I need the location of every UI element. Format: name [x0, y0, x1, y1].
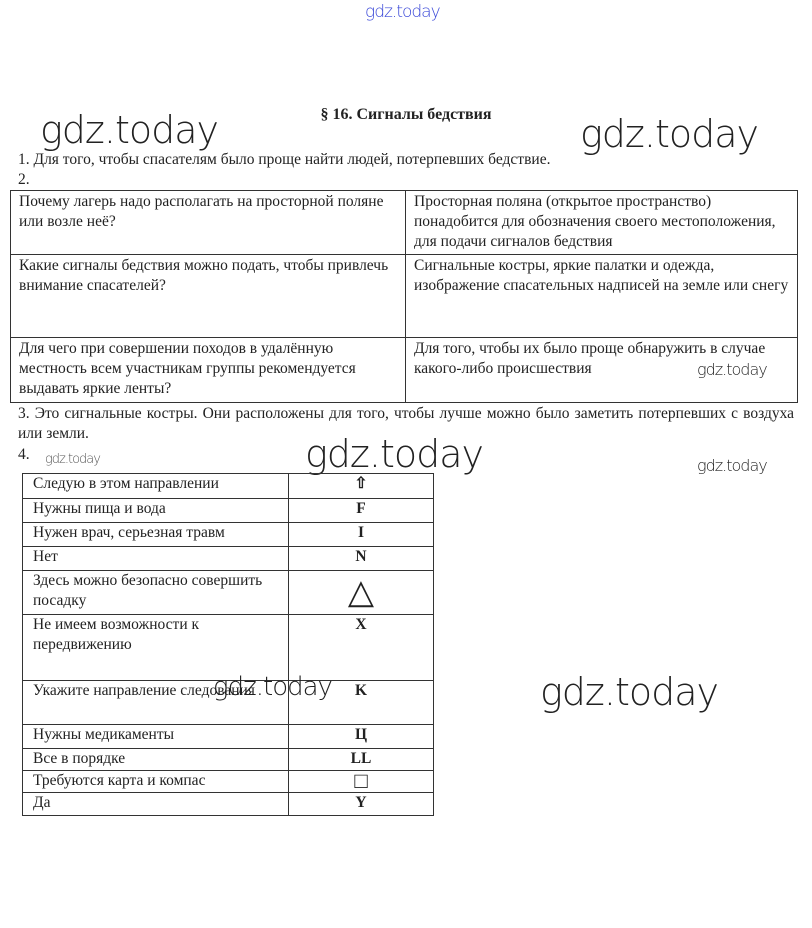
question-cell: Какие сигналы бедствия можно подать, чтобы привлечь внимание спасателей? — [11, 255, 406, 338]
meaning-cell: Все в порядке — [23, 749, 289, 771]
table-row — [23, 749, 434, 771]
meaning-cell: Здесь можно безопасно совершить посадку — [23, 571, 289, 615]
meaning-cell: Укажите направление следования — [23, 681, 289, 725]
table-row — [23, 771, 434, 793]
square-icon: □ — [289, 771, 434, 793]
table-row — [23, 571, 434, 615]
table-row — [23, 725, 434, 749]
table-row — [23, 499, 434, 523]
watermark: gdz.today — [697, 360, 767, 379]
answer-2-label: 2. — [18, 171, 30, 188]
table-row — [11, 255, 798, 338]
watermark: gdz.today — [305, 432, 483, 476]
distress-signals-table — [22, 473, 434, 816]
page-title: § 16. Сигналы бедствия — [320, 106, 492, 123]
meaning-cell: Нужны медикаменты — [23, 725, 289, 749]
signal-cell: K — [289, 681, 434, 725]
answer-cell: Для того, чтобы их было проще обнаружить в случае какого-либо происшествия — [406, 338, 798, 403]
watermark: gdz.today — [365, 2, 440, 22]
signal-cell: N — [289, 547, 434, 571]
table-row — [23, 615, 434, 681]
table-row — [23, 523, 434, 547]
table-row — [23, 793, 434, 816]
table-row — [11, 338, 798, 403]
meaning-cell: Нужен врач, серьезная травм — [23, 523, 289, 547]
meaning-cell: Не имеем возможности к передвижению — [23, 615, 289, 681]
meaning-cell: Следую в этом направлении — [23, 474, 289, 499]
watermark: gdz.today — [580, 112, 758, 156]
answer-3: 3. Это сигнальные костры. Они расположены для того, чтобы лучше можно было заметить потерпевших с воздуха или земли. — [18, 405, 794, 442]
watermark: gdz.today — [213, 672, 332, 702]
signal-cell: Ц — [289, 725, 434, 749]
answer-4-label: 4. — [18, 446, 30, 463]
question-cell: Для чего при совершении походов в удалённую местность всем участникам группы рекомендуется выдавать яркие ленты? — [11, 338, 406, 403]
answer-1: 1. Для того, чтобы спасателям было проще найти людей, потерпевших бедствие. — [18, 151, 551, 168]
signals-qa-table — [10, 190, 798, 403]
question-cell: Почему лагерь надо располагать на просторной поляне или возле неё? — [11, 191, 406, 255]
table-row — [11, 191, 798, 255]
meaning-cell: Нет — [23, 547, 289, 571]
signal-cell: F — [289, 499, 434, 523]
watermark: gdz.today — [697, 456, 767, 475]
watermark: gdz.today — [40, 108, 218, 152]
meaning-cell: Требуются карта и компас — [23, 771, 289, 793]
signal-cell: X — [289, 615, 434, 681]
table-row — [23, 547, 434, 571]
answer-cell: Сигнальные костры, яркие палатки и одежда, изображение спасательных надписей на земле или снегу — [406, 255, 798, 338]
meaning-cell: Нужны пища и вода — [23, 499, 289, 523]
watermark: gdz.today — [45, 452, 100, 467]
answer-cell: Просторная поляна (открытое пространство) понадобится для обозначения своего местоположения, для подачи сигналов бедствия — [406, 191, 798, 255]
signal-cell: LL — [289, 749, 434, 771]
signal-cell: Y — [289, 793, 434, 816]
table-row — [23, 474, 434, 499]
watermark: gdz.today — [540, 670, 718, 714]
meaning-cell: Да — [23, 793, 289, 816]
triangle-icon: △ — [289, 571, 434, 615]
arrow-up-icon: ⇧ — [289, 474, 434, 499]
signal-cell: I — [289, 523, 434, 547]
